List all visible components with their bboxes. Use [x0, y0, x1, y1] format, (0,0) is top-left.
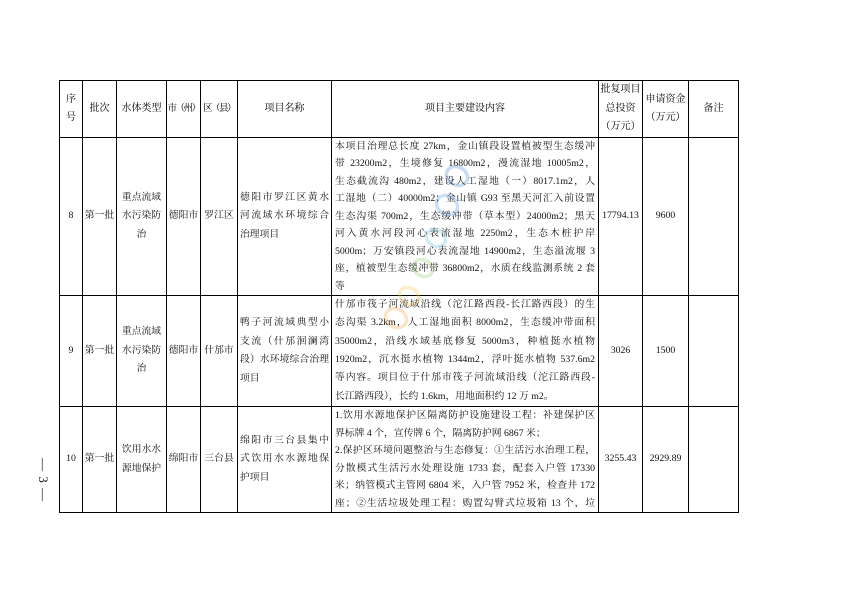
water-body-type-cell: [117, 407, 167, 513]
approved-total-investment-text: 17794.13: [602, 210, 639, 222]
serial-number-text: 9: [68, 344, 74, 356]
approved-total-investment-cell: [599, 138, 643, 296]
header-serial-number-label: 序: [66, 93, 76, 105]
project-name-line: 治理项目: [240, 228, 280, 240]
construction-content-line: 工湿地（二）40000m2；金山镇 G93 至黑天河汇入前设置: [335, 193, 595, 205]
city-cell: [167, 138, 201, 296]
header-water-body-type-label: 水体类型: [121, 102, 162, 114]
header-approved-total-investment-label: 总投资: [605, 102, 636, 114]
approved-total-investment-cell: [599, 296, 643, 407]
water-body-type-line: 治: [136, 228, 147, 240]
district-cell: [201, 138, 238, 296]
water-body-type-line: 水污染防: [121, 210, 162, 222]
construction-content-line: 河入黄水河段河心表流湿地 2250m2，生态木桩护岸: [335, 228, 595, 240]
requested-funding-cell: [643, 296, 689, 407]
construction-content-line: 本项目治理总长度 27km，金山镇段设置植被型生态缓冲: [335, 141, 595, 153]
header-construction-content: [332, 81, 599, 138]
remarks-cell: [689, 138, 739, 296]
serial-number-cell: [60, 138, 83, 296]
construction-content-line: 座，植被型生态缓冲带 36800m2，水质在线监测系统 2 套: [335, 263, 595, 275]
project-name-line: 河流域水环境综合: [240, 210, 329, 222]
water-body-type-line: 源地保护: [121, 462, 162, 474]
batch-cell: [83, 407, 117, 513]
header-approved-total-investment-label: （万元）: [600, 121, 641, 133]
construction-content-line: 界标牌 4 个，宣传牌 6 个，隔离防护网 6867 米；: [335, 427, 546, 439]
project-name-line: 绵阳市三台县集中: [240, 434, 329, 446]
header-district-label: 区（县）: [202, 102, 235, 114]
header-requested-funding: [643, 81, 689, 138]
city-cell: [167, 407, 201, 513]
header-district: [201, 81, 238, 138]
construction-content-cell: [332, 407, 599, 513]
header-construction-content-label: 项目主要建设内容: [425, 102, 505, 114]
water-body-type-cell: [117, 296, 167, 407]
water-body-type-line: 饮用水水: [121, 444, 162, 455]
header-city: [167, 81, 201, 138]
batch-text: 第一批: [84, 453, 115, 465]
construction-content-line: 等: [335, 280, 345, 292]
construction-content-line: 带 23200m2，生境修复 16800m2，漫流湿地 10005m2，: [335, 158, 595, 170]
serial-number-text: 8: [68, 210, 74, 222]
serial-number-cell: [60, 296, 83, 407]
project-name-line: 段）水环境综合治理: [240, 354, 329, 365]
construction-content-cell: [332, 138, 599, 296]
city-text: 绵阳市: [168, 453, 199, 465]
header-remarks: [689, 81, 739, 138]
requested-funding-text: 2929.89: [649, 453, 682, 465]
header-batch-label: 批次: [89, 102, 110, 114]
header-remarks-label: 备注: [703, 102, 724, 114]
header-water-body-type: [117, 81, 167, 138]
project-name-cell: [238, 296, 332, 407]
water-body-type-line: 水污染防: [121, 344, 162, 356]
header-project-name: [238, 81, 332, 138]
project-name-line: 式饮用水水源地保: [240, 453, 329, 465]
batch-text: 第一批: [84, 344, 115, 356]
water-body-type-cell: [117, 138, 167, 296]
page-number: — 3 —: [36, 458, 51, 502]
water-body-type-line: 重点流域: [121, 326, 162, 338]
project-name-line: 护项目: [240, 471, 270, 483]
project-name-line: 项目: [240, 372, 260, 384]
construction-content-line: 1920m2，沉水挺水植物 1344m2，浮叶挺水植物 537.6m2: [335, 354, 595, 365]
district-cell: [201, 296, 238, 407]
project-name-line: 鸭子河流域典型小: [240, 317, 329, 328]
serial-number-text: 10: [66, 453, 76, 465]
district-text: 三台县: [204, 453, 234, 465]
remarks-cell: [689, 407, 739, 513]
requested-funding-cell: [643, 138, 689, 296]
construction-content-line: 生态沟渠 700m2，生态缓冲带（草本型）24000m2；黑天: [335, 210, 595, 222]
construction-content-line: 态沟渠 3.2km，人工湿地面积 8000m2，生态缓冲带面积: [335, 317, 595, 329]
construction-content-line: 1.饮用水源地保护区隔离防护设施建设工程：补建保护区: [335, 410, 595, 421]
batch-cell: [83, 296, 117, 407]
district-text: 罗江区: [204, 210, 234, 222]
construction-content-line: 分散模式生活污水处理设施 1733 套，配套入户管 17330: [335, 462, 595, 474]
header-requested-funding-label: 申请资金: [645, 93, 686, 105]
construction-content-line: 生态截流沟 480m2，建设人工湿地（一）8017.1m2，人: [335, 175, 595, 187]
requested-funding-text: 9600: [655, 210, 676, 222]
header-batch: [83, 81, 117, 138]
construction-content-line: 什邡市筏子河流域沿线（沱江路西段-长江路西段）的生: [335, 299, 595, 311]
district-text: 什邡市: [204, 344, 234, 356]
project-name-cell: [238, 407, 332, 513]
construction-content-line: 5000m；万安镇段河心表流湿地 14900m2，生态溢流堰 3: [335, 245, 595, 257]
construction-content-line: 长江路西段），长约 1.6km，用地面积约 12 万 m2。: [335, 390, 554, 402]
construction-content-line: 等内容。项目位于什邡市筏子河流域沿线（沱江路西段-: [335, 372, 595, 384]
header-requested-funding-label: （万元）: [645, 112, 686, 123]
header-serial-number: [60, 81, 83, 138]
remarks-cell: [689, 296, 739, 407]
project-table: [59, 80, 739, 513]
requested-funding-text: 1500: [655, 344, 676, 356]
city-text: 德阳市: [168, 210, 199, 222]
water-body-type-line: 治: [136, 363, 147, 375]
serial-number-cell: [60, 407, 83, 513]
project-name-cell: [238, 138, 332, 296]
construction-content-line: 米；纳管模式主管网 6804 米，入户管 7952 米，检查井 172: [335, 480, 595, 491]
requested-funding-cell: [643, 407, 689, 513]
approved-total-investment-text: 3026: [610, 344, 631, 356]
construction-content-line: 座；②生活垃圾处理工程：购置勾臂式垃圾箱 13 个，垃: [335, 497, 595, 509]
construction-content-line: 2.保护区环境问题整治与生态修复：①生活污水治理工程，: [335, 445, 595, 456]
water-body-type-line: 重点流域: [121, 191, 162, 203]
approved-total-investment-text: 3255.43: [604, 453, 637, 465]
header-approved-total-investment: [599, 81, 643, 138]
batch-cell: [83, 138, 117, 296]
header-project-name-label: 项目名称: [264, 102, 305, 114]
batch-text: 第一批: [84, 210, 115, 222]
approved-total-investment-cell: [599, 407, 643, 513]
district-cell: [201, 407, 238, 513]
construction-content-line: 35000m2，沿线水域基底修复 5000m3，种植挺水植物: [335, 335, 595, 347]
header-city-label: 市（州）: [167, 102, 200, 114]
header-approved-total-investment-label: 批复项目: [600, 84, 641, 96]
city-text: 德阳市: [168, 344, 199, 356]
city-cell: [167, 296, 201, 407]
project-name-line: 德阳市罗江区黄水: [240, 191, 329, 203]
header-serial-number-label: 号: [66, 112, 76, 123]
construction-content-cell: [332, 296, 599, 407]
project-name-line: 支流（什邡洄澜湾: [240, 335, 329, 347]
